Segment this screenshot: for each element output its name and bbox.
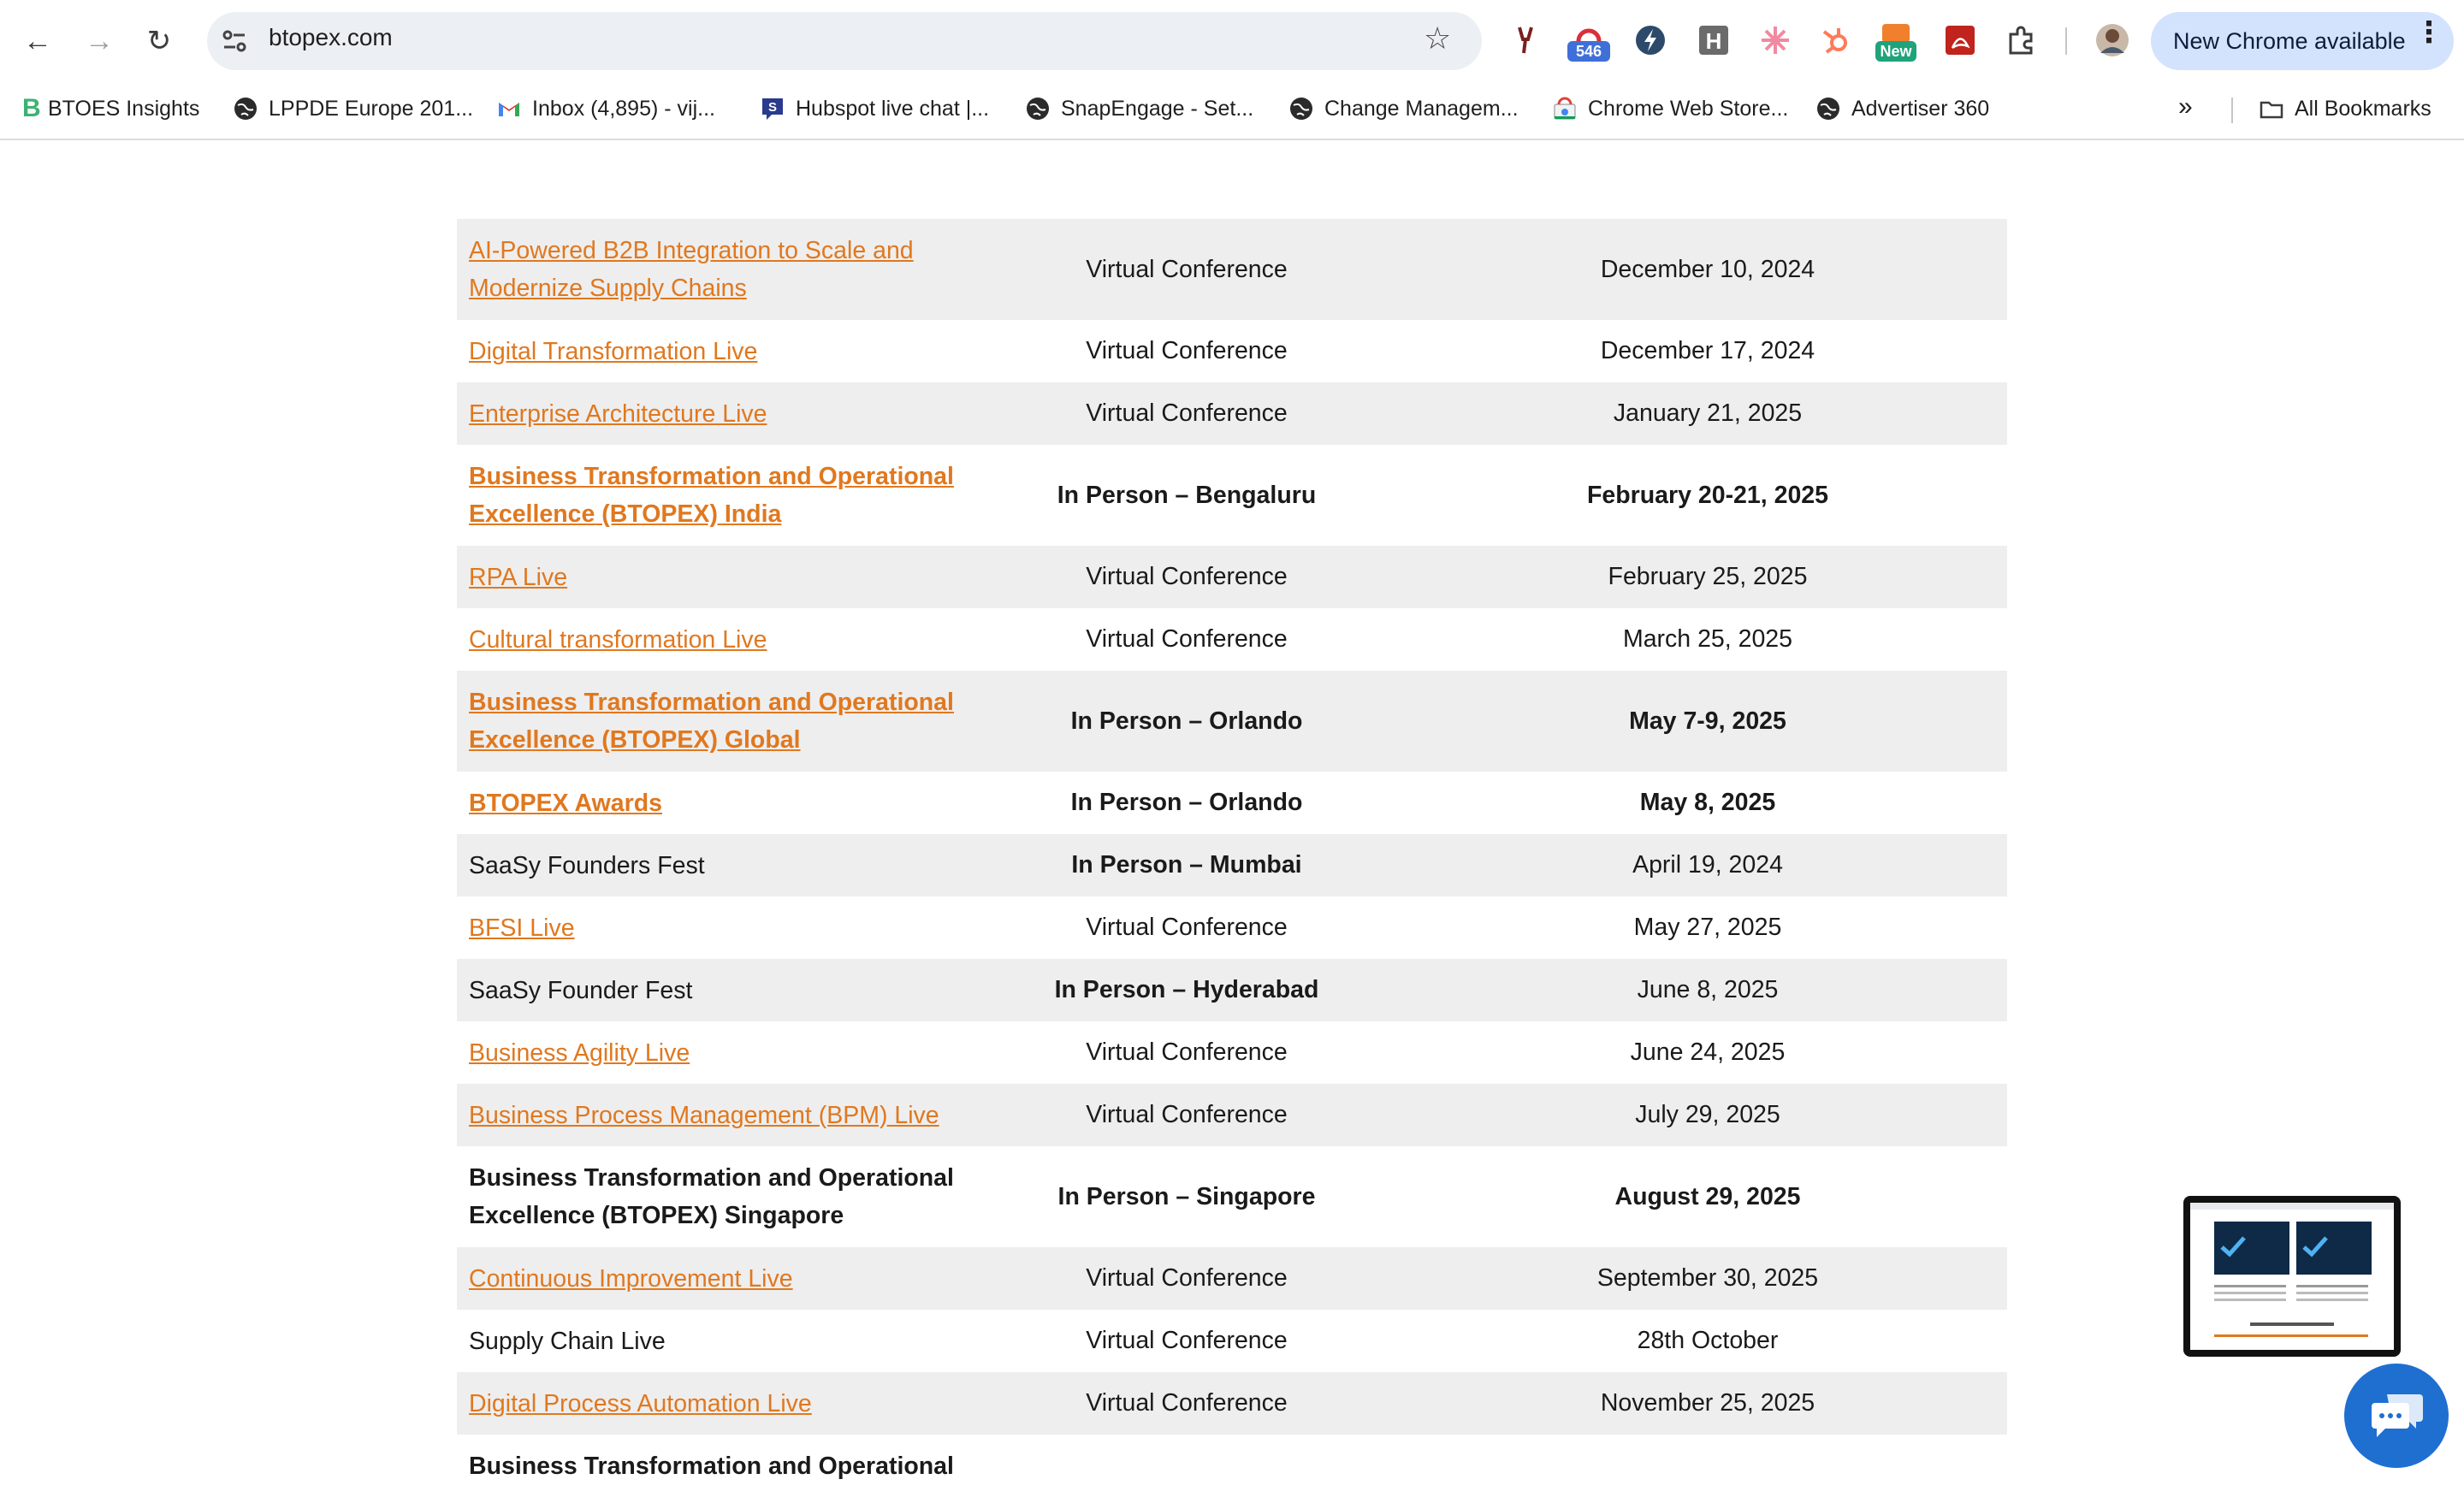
- event-name-cell: [457, 320, 965, 382]
- event-format-cell: Virtual Conference: [965, 1084, 1408, 1146]
- event-name: [469, 1453, 954, 1480]
- event-date-cell: February 20-21, 2025: [1586, 481, 1828, 509]
- table-row: [457, 382, 2007, 445]
- event-format-cell: Virtual Conference: [1086, 1327, 1288, 1354]
- event-date-cell: December 17, 2024: [1600, 337, 1815, 364]
- event-name-cell: [457, 1310, 965, 1372]
- event-format-cell: Virtual Conference: [1086, 1038, 1288, 1066]
- event-name-line[interactable]: Continuous Improvement Live: [469, 1264, 793, 1293]
- event-link[interactable]: [469, 463, 954, 528]
- svg-text:S: S: [767, 100, 778, 115]
- event-name-cell: [457, 896, 965, 959]
- event-link[interactable]: [469, 626, 767, 654]
- event-name-line[interactable]: BFSI Live: [469, 914, 575, 942]
- event-name-line: SaaSy Founder Fest: [469, 976, 693, 1004]
- address-bar[interactable]: [207, 12, 1482, 70]
- event-link[interactable]: [469, 914, 575, 942]
- event-name-line: Excellence (BTOPEX) Singapore: [469, 1202, 844, 1229]
- event-name-cell: [457, 959, 965, 1021]
- event-link[interactable]: [469, 1390, 812, 1417]
- url-text[interactable]: btopex.com: [269, 24, 393, 50]
- bookmark-change-management[interactable]: Change Managem...: [1288, 96, 1519, 125]
- event-name: [469, 852, 705, 879]
- table-row: [457, 546, 2007, 608]
- event-format-cell: Virtual Conference: [1086, 625, 1288, 653]
- event-name-line[interactable]: Cultural transformation Live: [469, 625, 767, 654]
- event-date-cell: August 29, 2025: [1614, 1182, 1801, 1210]
- chrome-web-store-icon: [1552, 96, 1578, 121]
- event-name-line[interactable]: Excellence (BTOPEX) Global: [469, 726, 801, 754]
- chrome-update-button[interactable]: [2151, 12, 2454, 70]
- event-link[interactable]: [469, 400, 767, 428]
- event-link[interactable]: [469, 1102, 939, 1129]
- event-date-cell: May 27, 2025: [1633, 914, 1782, 941]
- event-name-line[interactable]: AI-Powered B2B Integration to Scale and: [469, 237, 914, 264]
- event-date-cell: December 10, 2024: [1408, 219, 2007, 320]
- table-row: [457, 1310, 2007, 1372]
- event-format-cell: Virtual Conference: [965, 382, 1408, 445]
- bookmarks-divider: [2231, 98, 2233, 123]
- extension-new-badge: New: [1875, 41, 1916, 62]
- back-arrow-icon[interactable]: ←: [23, 25, 52, 57]
- event-name-cell: [457, 608, 965, 671]
- table-row: [457, 959, 2007, 1021]
- event-link[interactable]: [469, 338, 757, 365]
- event-name-line[interactable]: Excellence (BTOPEX) India: [469, 500, 782, 528]
- event-name-line[interactable]: Business Transformation and Operational: [469, 463, 954, 490]
- event-name-cell: [457, 1146, 965, 1247]
- event-name-line: SaaSy Founders Fest: [469, 851, 705, 879]
- globe-icon: [1025, 96, 1051, 121]
- pdf-extension-icon[interactable]: [1942, 22, 1978, 58]
- event-link[interactable]: [469, 1265, 793, 1293]
- bookmark-lppde-europe[interactable]: LPPDE Europe 201...: [233, 96, 473, 125]
- table-row: [457, 1247, 2007, 1310]
- extension-asterisk-icon[interactable]: [1757, 22, 1793, 58]
- event-name-line[interactable]: Modernize Supply Chains: [469, 275, 747, 302]
- hubspot-icon[interactable]: [1817, 22, 1853, 58]
- chrome-menu-icon[interactable]: ⋮: [2414, 16, 2443, 49]
- event-date-cell: June 24, 2025: [1630, 1038, 1786, 1066]
- table-row: [457, 772, 2007, 834]
- event-format-cell: Virtual Conference: [965, 546, 1408, 608]
- bookmark-star-icon[interactable]: ☆: [1424, 21, 1452, 56]
- events-table: [457, 219, 2007, 1497]
- profile-avatar[interactable]: [2094, 22, 2130, 58]
- chrome-update-label: New Chrome available: [2173, 28, 2406, 54]
- event-format-cell: Virtual Conference: [965, 1247, 1408, 1310]
- event-name-cell: [457, 1247, 965, 1310]
- event-format-cell: In Person – Singapore: [1057, 1182, 1316, 1210]
- event-name: [469, 1164, 954, 1229]
- table-row: [457, 1435, 2007, 1497]
- event-name-line[interactable]: Business Process Management (BPM) Live: [469, 1101, 939, 1129]
- table-row: [457, 834, 2007, 896]
- event-name-cell: [457, 1435, 965, 1497]
- extension-password-icon[interactable]: [1567, 22, 1610, 58]
- gmail-icon: [496, 96, 522, 121]
- globe-icon: [233, 96, 258, 121]
- bookmark-hubspot-live-chat[interactable]: S Hubspot live chat |...: [760, 96, 989, 125]
- table-row: [457, 671, 2007, 772]
- bookmark-gmail-inbox[interactable]: Inbox (4,895) - vij...: [496, 96, 715, 125]
- event-format-cell: Virtual Conference: [1086, 337, 1288, 364]
- snapengage-icon: [760, 96, 785, 121]
- more-bookmarks-chevron-icon[interactable]: »: [2178, 92, 2193, 121]
- extension-new-icon[interactable]: [1875, 22, 1916, 58]
- event-format-cell: In Person – Orlando: [1070, 789, 1303, 816]
- event-date-cell: January 21, 2025: [1408, 382, 2007, 445]
- event-name-line: Supply Chain Live: [469, 1327, 666, 1355]
- event-date-cell: June 8, 2025: [1408, 959, 2007, 1021]
- table-row: [457, 1084, 2007, 1146]
- event-date-cell: November 25, 2025: [1408, 1372, 2007, 1435]
- page-preview-thumbnail[interactable]: [2183, 1196, 2401, 1357]
- event-name-line: Business Transformation and Operational: [469, 1164, 954, 1192]
- event-name: [469, 1328, 666, 1355]
- event-format-cell: [965, 1435, 1408, 1497]
- event-date-cell: May 7-9, 2025: [1408, 671, 2007, 772]
- all-bookmarks-button[interactable]: All Bookmarks: [2259, 96, 2431, 125]
- event-date-cell: April 19, 2024: [1408, 834, 2007, 896]
- extension-bolt-icon[interactable]: [1632, 22, 1668, 58]
- event-link[interactable]: [469, 1039, 690, 1067]
- globe-icon: [1815, 96, 1841, 121]
- event-name-cell: [457, 671, 965, 772]
- table-row: [457, 219, 2007, 320]
- extension-moose-icon[interactable]: [1507, 22, 1543, 58]
- event-format-cell: Virtual Conference: [1086, 914, 1288, 941]
- table-row: [457, 1021, 2007, 1084]
- event-date-cell: [1408, 1435, 2007, 1497]
- table-row: [457, 608, 2007, 671]
- event-link[interactable]: [469, 689, 954, 754]
- bookmark-btoes-insights[interactable]: B BTOES Insights: [22, 94, 200, 123]
- event-format-cell: In Person – Mumbai: [965, 834, 1408, 896]
- event-format-cell: Virtual Conference: [965, 1372, 1408, 1435]
- event-link[interactable]: [469, 237, 914, 302]
- event-name-line[interactable]: Business Transformation and Operational: [469, 689, 954, 716]
- event-name-cell: [457, 445, 965, 546]
- event-date-cell: February 25, 2025: [1408, 546, 2007, 608]
- extension-count-badge: 546: [1567, 41, 1610, 62]
- event-name-cell: [457, 834, 965, 896]
- browser-toolbar: [0, 0, 2464, 82]
- table-row: [457, 445, 2007, 546]
- event-name-line[interactable]: Digital Transformation Live: [469, 337, 758, 365]
- event-date-cell: 28th October: [1637, 1327, 1779, 1354]
- live-chat-button[interactable]: [2344, 1364, 2449, 1468]
- event-link[interactable]: [469, 564, 567, 591]
- event-name-cell: [457, 1372, 965, 1435]
- event-name-line[interactable]: Business Agility Live: [469, 1038, 690, 1067]
- table-row: [457, 320, 2007, 382]
- event-name: [469, 977, 692, 1004]
- event-name-cell: [457, 1084, 965, 1146]
- btoes-logo-icon: B: [22, 94, 41, 123]
- event-name-line: Business Transformation and Operational: [469, 1452, 954, 1480]
- toolbar-divider: [2065, 27, 2067, 55]
- event-name-cell: [457, 382, 965, 445]
- event-format-cell: Virtual Conference: [965, 219, 1408, 320]
- event-format-cell: In Person – Hyderabad: [965, 959, 1408, 1021]
- event-date-cell: May 8, 2025: [1639, 789, 1776, 816]
- event-format-cell: In Person – Bengaluru: [1057, 481, 1317, 509]
- event-name-line[interactable]: BTOPEX Awards: [469, 789, 662, 817]
- event-name-line[interactable]: RPA Live: [469, 563, 568, 591]
- event-date-cell: July 29, 2025: [1408, 1084, 2007, 1146]
- event-name-cell: [457, 1021, 965, 1084]
- event-name-cell: [457, 219, 965, 320]
- bookmark-chrome-web-store[interactable]: Chrome Web Store...: [1552, 96, 1788, 125]
- site-settings-icon[interactable]: [219, 26, 250, 56]
- forward-arrow-icon[interactable]: →: [85, 25, 114, 57]
- extensions-puzzle-icon[interactable]: [2004, 22, 2040, 58]
- table-row: [457, 1146, 2007, 1247]
- event-date-cell: March 25, 2025: [1622, 625, 1793, 653]
- svg-text:H: H: [1705, 28, 1722, 54]
- event-link[interactable]: [469, 790, 662, 817]
- bookmark-snapengage[interactable]: SnapEngage - Set...: [1025, 96, 1253, 125]
- event-name-cell: [457, 772, 965, 834]
- table-row: [457, 1372, 2007, 1435]
- event-date-cell: September 30, 2025: [1408, 1247, 2007, 1310]
- event-name-line[interactable]: Enterprise Architecture Live: [469, 399, 767, 428]
- table-row: [457, 896, 2007, 959]
- event-format-cell: In Person – Orlando: [965, 671, 1408, 772]
- reload-icon[interactable]: ↻: [146, 25, 172, 57]
- folder-icon: [2259, 96, 2284, 121]
- globe-icon: [1288, 96, 1314, 121]
- chat-bubble-icon: [2370, 1391, 2425, 1441]
- event-name-cell: [457, 546, 965, 608]
- bookmarks-bar: [0, 82, 2464, 140]
- bookmark-advertiser-360[interactable]: Advertiser 360: [1815, 96, 1989, 125]
- extension-h-icon[interactable]: [1696, 22, 1732, 58]
- event-name-line[interactable]: Digital Process Automation Live: [469, 1389, 812, 1417]
